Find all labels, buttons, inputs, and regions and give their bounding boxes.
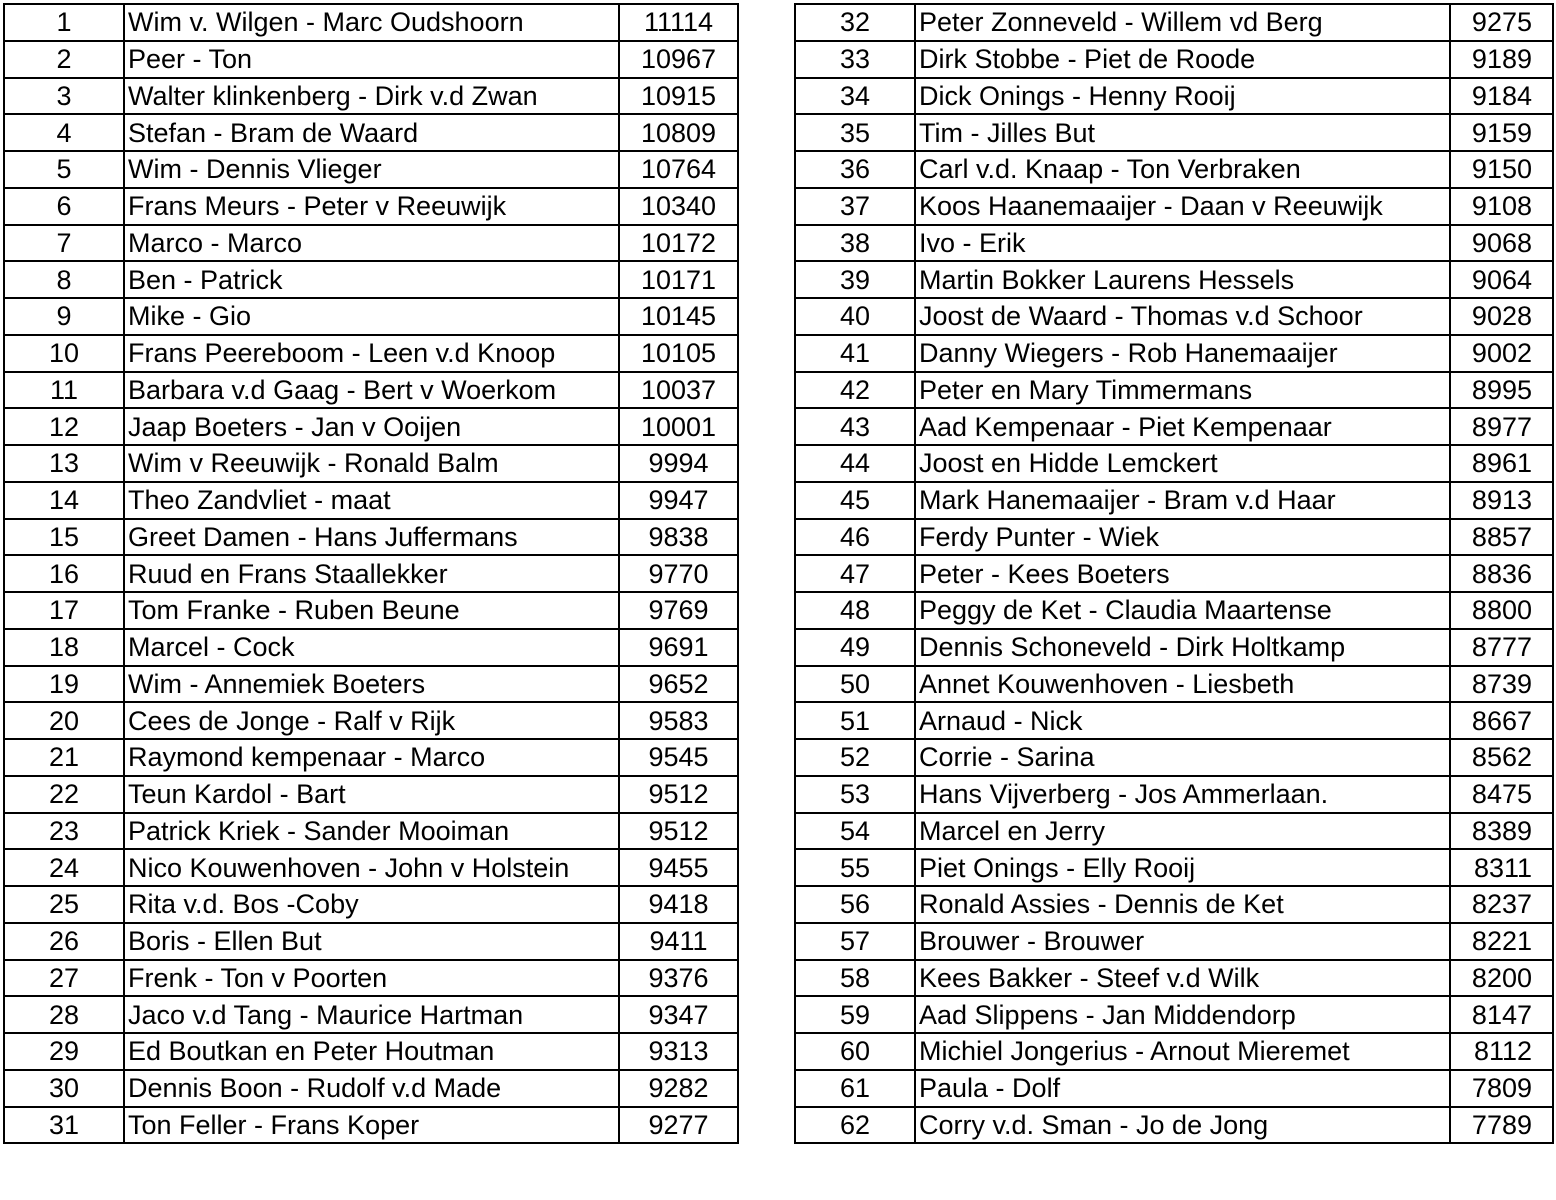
table-row	[795, 372, 1553, 409]
table-row	[795, 996, 1553, 1033]
score-cell: 10967	[619, 41, 738, 78]
table-row	[795, 886, 1553, 923]
pair-name-cell: Peter en Mary Timmermans	[915, 372, 1450, 409]
pair-name-cell: Marcel - Cock	[124, 629, 619, 666]
score-cell: 9108	[1450, 188, 1553, 225]
pair-name-cell: Dick Onings - Henny Rooij	[915, 78, 1450, 115]
rank-cell: 57	[795, 923, 915, 960]
rank-cell: 43	[795, 408, 915, 445]
table-row	[4, 849, 738, 886]
score-cell: 7789	[1450, 1107, 1553, 1144]
score-cell: 9150	[1450, 151, 1553, 188]
pair-name-cell: Barbara v.d Gaag - Bert v Woerkom	[124, 372, 619, 409]
table-row	[4, 592, 738, 629]
table-row	[795, 151, 1553, 188]
pair-name-cell: Frenk - Ton v Poorten	[124, 960, 619, 997]
rank-cell: 26	[4, 923, 124, 960]
rank-cell: 1	[4, 4, 124, 41]
rank-cell: 51	[795, 702, 915, 739]
pair-name-cell: Ton Feller - Frans Koper	[124, 1107, 619, 1144]
pair-name-cell: Arnaud - Nick	[915, 702, 1450, 739]
score-cell: 10001	[619, 408, 738, 445]
rank-cell: 45	[795, 482, 915, 519]
pair-name-cell: Hans Vijverberg - Jos Ammerlaan.	[915, 776, 1450, 813]
table-row	[795, 629, 1553, 666]
pair-name-cell: Theo Zandvliet - maat	[124, 482, 619, 519]
score-cell: 8667	[1450, 702, 1553, 739]
table-row	[4, 996, 738, 1033]
pair-name-cell: Wim v. Wilgen - Marc Oudshoorn	[124, 4, 619, 41]
rank-cell: 48	[795, 592, 915, 629]
rank-cell: 20	[4, 702, 124, 739]
pair-name-cell: Dennis Boon - Rudolf v.d Made	[124, 1070, 619, 1107]
rank-cell: 23	[4, 813, 124, 850]
pair-name-cell: Jaco v.d Tang - Maurice Hartman	[124, 996, 619, 1033]
pair-name-cell: Ed Boutkan en Peter Houtman	[124, 1033, 619, 1070]
pair-name-cell: Greet Damen - Hans Juffermans	[124, 519, 619, 556]
rank-cell: 28	[4, 996, 124, 1033]
pair-name-cell: Ruud en Frans Staallekker	[124, 555, 619, 592]
table-row	[4, 813, 738, 850]
rank-cell: 42	[795, 372, 915, 409]
rank-cell: 37	[795, 188, 915, 225]
table-row	[795, 78, 1553, 115]
pair-name-cell: Piet Onings - Elly Rooij	[915, 849, 1450, 886]
table-row	[4, 739, 738, 776]
table-row	[4, 261, 738, 298]
table-row	[4, 445, 738, 482]
score-cell: 8977	[1450, 408, 1553, 445]
table-row	[795, 4, 1553, 41]
table-row	[4, 114, 738, 151]
table-row	[795, 739, 1553, 776]
rank-cell: 40	[795, 298, 915, 335]
pair-name-cell: Stefan - Bram de Waard	[124, 114, 619, 151]
rank-cell: 47	[795, 555, 915, 592]
score-cell: 8777	[1450, 629, 1553, 666]
table-row	[795, 666, 1553, 703]
pair-name-cell: Martin Bokker Laurens Hessels	[915, 261, 1450, 298]
rank-cell: 60	[795, 1033, 915, 1070]
score-cell: 9282	[619, 1070, 738, 1107]
score-cell: 9691	[619, 629, 738, 666]
table-row	[795, 188, 1553, 225]
table-row	[4, 78, 738, 115]
rank-cell: 62	[795, 1107, 915, 1144]
pair-name-cell: Aad Slippens - Jan Middendorp	[915, 996, 1450, 1033]
score-cell: 9455	[619, 849, 738, 886]
rank-cell: 55	[795, 849, 915, 886]
score-cell: 9184	[1450, 78, 1553, 115]
table-row	[795, 555, 1553, 592]
score-cell: 8311	[1450, 849, 1553, 886]
score-cell: 10172	[619, 225, 738, 262]
rank-cell: 22	[4, 776, 124, 813]
table-row	[795, 335, 1553, 372]
rank-cell: 7	[4, 225, 124, 262]
rank-cell: 53	[795, 776, 915, 813]
rank-cell: 13	[4, 445, 124, 482]
rank-cell: 5	[4, 151, 124, 188]
rank-cell: 38	[795, 225, 915, 262]
score-cell: 9028	[1450, 298, 1553, 335]
table-row	[4, 225, 738, 262]
table-row	[4, 960, 738, 997]
table-row	[4, 151, 738, 188]
rank-cell: 3	[4, 78, 124, 115]
pair-name-cell: Brouwer - Brouwer	[915, 923, 1450, 960]
table-row	[4, 372, 738, 409]
pair-name-cell: Frans Peereboom - Leen v.d Knoop	[124, 335, 619, 372]
table-row	[795, 776, 1553, 813]
table-row	[4, 408, 738, 445]
rank-cell: 19	[4, 666, 124, 703]
rank-cell: 46	[795, 519, 915, 556]
pair-name-cell: Patrick Kriek - Sander Mooiman	[124, 813, 619, 850]
pair-name-cell: Peter Zonneveld - Willem vd Berg	[915, 4, 1450, 41]
pair-name-cell: Koos Haanemaaijer - Daan v Reeuwijk	[915, 188, 1450, 225]
score-cell: 9652	[619, 666, 738, 703]
score-cell: 9512	[619, 813, 738, 850]
score-cell: 9411	[619, 923, 738, 960]
pair-name-cell: Raymond kempenaar - Marco	[124, 739, 619, 776]
score-cell: 11114	[619, 4, 738, 41]
score-cell: 9512	[619, 776, 738, 813]
pair-name-cell: Rita v.d. Bos -Coby	[124, 886, 619, 923]
table-row	[4, 886, 738, 923]
rank-cell: 49	[795, 629, 915, 666]
score-cell: 8857	[1450, 519, 1553, 556]
score-cell: 8221	[1450, 923, 1553, 960]
table-row	[4, 188, 738, 225]
rank-cell: 24	[4, 849, 124, 886]
rank-cell: 8	[4, 261, 124, 298]
rank-cell: 52	[795, 739, 915, 776]
rank-cell: 12	[4, 408, 124, 445]
pair-name-cell: Peggy de Ket - Claudia Maartense	[915, 592, 1450, 629]
table-row	[795, 261, 1553, 298]
rank-cell: 30	[4, 1070, 124, 1107]
pair-name-cell: Walter klinkenberg - Dirk v.d Zwan	[124, 78, 619, 115]
score-cell: 8389	[1450, 813, 1553, 850]
rank-cell: 10	[4, 335, 124, 372]
pair-name-cell: Peter - Kees Boeters	[915, 555, 1450, 592]
pair-name-cell: Tim - Jilles But	[915, 114, 1450, 151]
score-cell: 9418	[619, 886, 738, 923]
score-cell: 8800	[1450, 592, 1553, 629]
pair-name-cell: Corry v.d. Sman - Jo de Jong	[915, 1107, 1450, 1144]
pair-name-cell: Paula - Dolf	[915, 1070, 1450, 1107]
rank-cell: 21	[4, 739, 124, 776]
pair-name-cell: Joost en Hidde Lemckert	[915, 445, 1450, 482]
score-cell: 9994	[619, 445, 738, 482]
score-cell: 8995	[1450, 372, 1553, 409]
rank-cell: 58	[795, 960, 915, 997]
table-row	[4, 1107, 738, 1144]
table-row	[4, 776, 738, 813]
table-row	[795, 702, 1553, 739]
pair-name-cell: Jaap Boeters - Jan v Ooijen	[124, 408, 619, 445]
ranking-table-right-body	[795, 4, 1553, 1143]
rank-cell: 2	[4, 41, 124, 78]
table-row	[4, 1070, 738, 1107]
rank-cell: 35	[795, 114, 915, 151]
table-row	[795, 923, 1553, 960]
score-cell: 9838	[619, 519, 738, 556]
score-cell: 10764	[619, 151, 738, 188]
pair-name-cell: Annet Kouwenhoven - Liesbeth	[915, 666, 1450, 703]
pair-name-cell: Tom Franke - Ruben Beune	[124, 592, 619, 629]
score-cell: 10105	[619, 335, 738, 372]
pair-name-cell: Peer - Ton	[124, 41, 619, 78]
score-cell: 9068	[1450, 225, 1553, 262]
pair-name-cell: Joost de Waard - Thomas v.d Schoor	[915, 298, 1450, 335]
pair-name-cell: Wim - Dennis Vlieger	[124, 151, 619, 188]
pair-name-cell: Ronald Assies - Dennis de Ket	[915, 886, 1450, 923]
table-row	[795, 1107, 1553, 1144]
table-row	[4, 4, 738, 41]
score-cell: 10037	[619, 372, 738, 409]
rank-cell: 6	[4, 188, 124, 225]
score-cell: 9002	[1450, 335, 1553, 372]
table-row	[4, 666, 738, 703]
rank-cell: 34	[795, 78, 915, 115]
table-row	[795, 813, 1553, 850]
rank-cell: 29	[4, 1033, 124, 1070]
rank-cell: 44	[795, 445, 915, 482]
pair-name-cell: Corrie - Sarina	[915, 739, 1450, 776]
score-cell: 9545	[619, 739, 738, 776]
score-cell: 9947	[619, 482, 738, 519]
score-cell: 10145	[619, 298, 738, 335]
score-cell: 8913	[1450, 482, 1553, 519]
score-cell: 8475	[1450, 776, 1553, 813]
rank-cell: 16	[4, 555, 124, 592]
pair-name-cell: Mike - Gio	[124, 298, 619, 335]
score-cell: 8237	[1450, 886, 1553, 923]
rank-cell: 39	[795, 261, 915, 298]
rank-cell: 25	[4, 886, 124, 923]
rank-cell: 50	[795, 666, 915, 703]
pair-name-cell: Teun Kardol - Bart	[124, 776, 619, 813]
table-row	[795, 408, 1553, 445]
table-row	[4, 702, 738, 739]
pair-name-cell: Frans Meurs - Peter v Reeuwijk	[124, 188, 619, 225]
pair-name-cell: Ferdy Punter - Wiek	[915, 519, 1450, 556]
table-row	[795, 1033, 1553, 1070]
score-cell: 9347	[619, 996, 738, 1033]
score-cell: 10171	[619, 261, 738, 298]
table-row	[4, 923, 738, 960]
pair-name-cell: Danny Wiegers - Rob Hanemaaijer	[915, 335, 1450, 372]
table-row	[795, 225, 1553, 262]
score-cell: 9313	[619, 1033, 738, 1070]
rank-cell: 18	[4, 629, 124, 666]
score-cell: 10809	[619, 114, 738, 151]
table-row	[4, 298, 738, 335]
pair-name-cell: Ben - Patrick	[124, 261, 619, 298]
table-row	[4, 41, 738, 78]
score-cell: 9189	[1450, 41, 1553, 78]
score-cell: 9275	[1450, 4, 1553, 41]
table-row	[795, 592, 1553, 629]
score-cell: 10340	[619, 188, 738, 225]
rank-cell: 54	[795, 813, 915, 850]
rank-cell: 56	[795, 886, 915, 923]
score-cell: 9583	[619, 702, 738, 739]
score-cell: 8739	[1450, 666, 1553, 703]
table-row	[795, 114, 1553, 151]
rank-cell: 61	[795, 1070, 915, 1107]
rank-cell: 33	[795, 41, 915, 78]
score-cell: 10915	[619, 78, 738, 115]
pair-name-cell: Marcel en Jerry	[915, 813, 1450, 850]
rank-cell: 15	[4, 519, 124, 556]
pair-name-cell: Dirk Stobbe - Piet de Roode	[915, 41, 1450, 78]
score-cell: 8562	[1450, 739, 1553, 776]
rank-cell: 9	[4, 298, 124, 335]
score-cell: 8961	[1450, 445, 1553, 482]
rank-cell: 4	[4, 114, 124, 151]
pair-name-cell: Dennis Schoneveld - Dirk Holtkamp	[915, 629, 1450, 666]
pair-name-cell: Carl v.d. Knaap - Ton Verbraken	[915, 151, 1450, 188]
table-row	[4, 335, 738, 372]
table-row	[4, 482, 738, 519]
score-cell: 9277	[619, 1107, 738, 1144]
rank-cell: 41	[795, 335, 915, 372]
score-cell: 8200	[1450, 960, 1553, 997]
pair-name-cell: Wim - Annemiek Boeters	[124, 666, 619, 703]
score-cell: 9064	[1450, 261, 1553, 298]
table-row	[4, 1033, 738, 1070]
score-cell: 9159	[1450, 114, 1553, 151]
rank-cell: 14	[4, 482, 124, 519]
table-row	[795, 445, 1553, 482]
table-row	[4, 555, 738, 592]
table-row	[795, 960, 1553, 997]
ranking-table-left	[3, 3, 739, 1144]
table-row	[795, 298, 1553, 335]
table-row	[795, 41, 1553, 78]
rank-cell: 36	[795, 151, 915, 188]
rank-cell: 31	[4, 1107, 124, 1144]
ranking-table-left-body	[4, 4, 738, 1143]
pair-name-cell: Mark Hanemaaijer - Bram v.d Haar	[915, 482, 1450, 519]
table-row	[795, 482, 1553, 519]
score-cell: 7809	[1450, 1070, 1553, 1107]
rank-cell: 27	[4, 960, 124, 997]
table-row	[795, 1070, 1553, 1107]
score-cell: 9770	[619, 555, 738, 592]
rank-cell: 32	[795, 4, 915, 41]
ranking-table-right	[794, 3, 1554, 1144]
rank-cell: 17	[4, 592, 124, 629]
pair-name-cell: Ivo - Erik	[915, 225, 1450, 262]
score-cell: 9376	[619, 960, 738, 997]
pair-name-cell: Boris - Ellen But	[124, 923, 619, 960]
table-row	[795, 519, 1553, 556]
pair-name-cell: Michiel Jongerius - Arnout Mieremet	[915, 1033, 1450, 1070]
score-cell: 8112	[1450, 1033, 1553, 1070]
score-cell: 8147	[1450, 996, 1553, 1033]
pair-name-cell: Wim v Reeuwijk - Ronald Balm	[124, 445, 619, 482]
table-row	[795, 849, 1553, 886]
rank-cell: 11	[4, 372, 124, 409]
table-row	[4, 629, 738, 666]
pair-name-cell: Nico Kouwenhoven - John v Holstein	[124, 849, 619, 886]
pair-name-cell: Kees Bakker - Steef v.d Wilk	[915, 960, 1450, 997]
score-cell: 8836	[1450, 555, 1553, 592]
pair-name-cell: Aad Kempenaar - Piet Kempenaar	[915, 408, 1450, 445]
pair-name-cell: Cees de Jonge - Ralf v Rijk	[124, 702, 619, 739]
score-cell: 9769	[619, 592, 738, 629]
pair-name-cell: Marco - Marco	[124, 225, 619, 262]
table-row	[4, 519, 738, 556]
rank-cell: 59	[795, 996, 915, 1033]
